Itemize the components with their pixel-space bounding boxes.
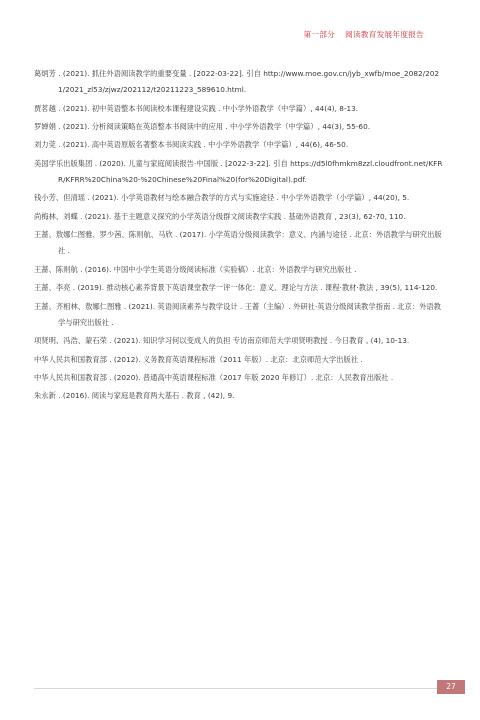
reference-item: 罗婵娟 . (2021). 分析阅读策略在英语整本书阅读中的应用 . 中小学外语教学（中学篇）, 44(3), 55-60. <box>34 121 371 131</box>
reference-item: 王蔷、敖娜仁图雅、罗少茜、陈则航、马欣 . (2017). 小学英语分级阅读教学：意义、内涵与途径 . 北京：外语教学与研究出版社 . <box>34 230 442 256</box>
reference-item: 王蔷、齐相林、敖娜仁图雅 . (2021). 英语阅读素养与教学设计 . 王蔷（主编）. 外研社·英语分级阅读教学指南 . 北京：外语教学与研究出版社 . <box>34 301 441 327</box>
running-header <box>303 29 424 40</box>
header-part: 第一部分 <box>303 30 336 39</box>
page-number-badge: 27 <box>437 680 465 694</box>
reference-item: 刘力莞 . (2021). 高中英语原版名著整本书阅读实践 . 中小学外语教学（中学篇）, 44(6), 46-50. <box>34 140 349 150</box>
reference-item: 王蔷、李亮 . (2019). 推动核心素养背景下英语课堂教学一评一体化：意义、理论与方法 . 课程·教材·教法 , 39(5), 114-120. <box>34 283 438 293</box>
reference-item: 钱小芳、但清瑶 . (2021). 小学英语教材与绘本融合教学的方式与实施途径 . 中小学外语教学（小学篇）, 44(20), 5. <box>34 193 410 203</box>
header-title: 阅读教育发展年度报告 <box>345 30 424 39</box>
reference-list <box>34 66 446 407</box>
reference-item: 贾茗越 . (2021). 初中英语整本书阅读校本课程建设实践 . 中小学外语教学（中学篇）, 44(4), 8-13. <box>34 103 359 113</box>
reference-item: 朱永新 . (2016). 阅读与家庭是教育两大基石 . 教育 , (42), 9. <box>34 391 235 401</box>
reference-item: 中华人民共和国教育部 . (2020). 普通高中英语课程标准（2017 年版 2020 年修订）. 北京：人民教育出版社 . <box>34 372 394 382</box>
reference-item: 葛炳芳 . (2021). 抓住外语阅读教学的重要变量 . [2022-03-22]. 引自 http://www.moe.gov.cn/jyb_xwfb/moe_2082/2021/2021_zl53/zjwz/202112/t20211223_589610.html. <box>34 69 440 95</box>
reference-item: 美国学乐出版集团 . (2020). 儿童与家庭阅读报告·中国版 . [2022-3-22]. 引自 https://d5l0fhmkm8zzl.cloudfront.net/KFRR/KFRR%20China%20-%20Chinese%20Final%20(for%20Digital).pdf. <box>34 158 443 184</box>
footer-rule <box>34 688 446 689</box>
reference-item: 项贤明、冯浩、蒙石荣 . (2021). 知识学习何以变成人的负担 专访南京师范大学项贤明教授 . 今日教育 , (4), 10-13. <box>34 336 410 346</box>
reference-item: 中华人民共和国教育部 . (2012). 义务教育英语课程标准（2011 年版）. 北京：北京师范大学出版社 . <box>34 354 363 364</box>
reference-item: 王蔷、陈则航 . (2016). 中国中小学生英语分级阅读标准（实验稿）. 北京：外语教学与研究出版社 . <box>34 264 357 274</box>
reference-item: 尚梅林、刘蝶 . (2021). 基于主题意义探究的小学英语分级群文阅读教学实践 . 基础外语教育 , 23(3), 62-70, 110. <box>34 211 406 221</box>
